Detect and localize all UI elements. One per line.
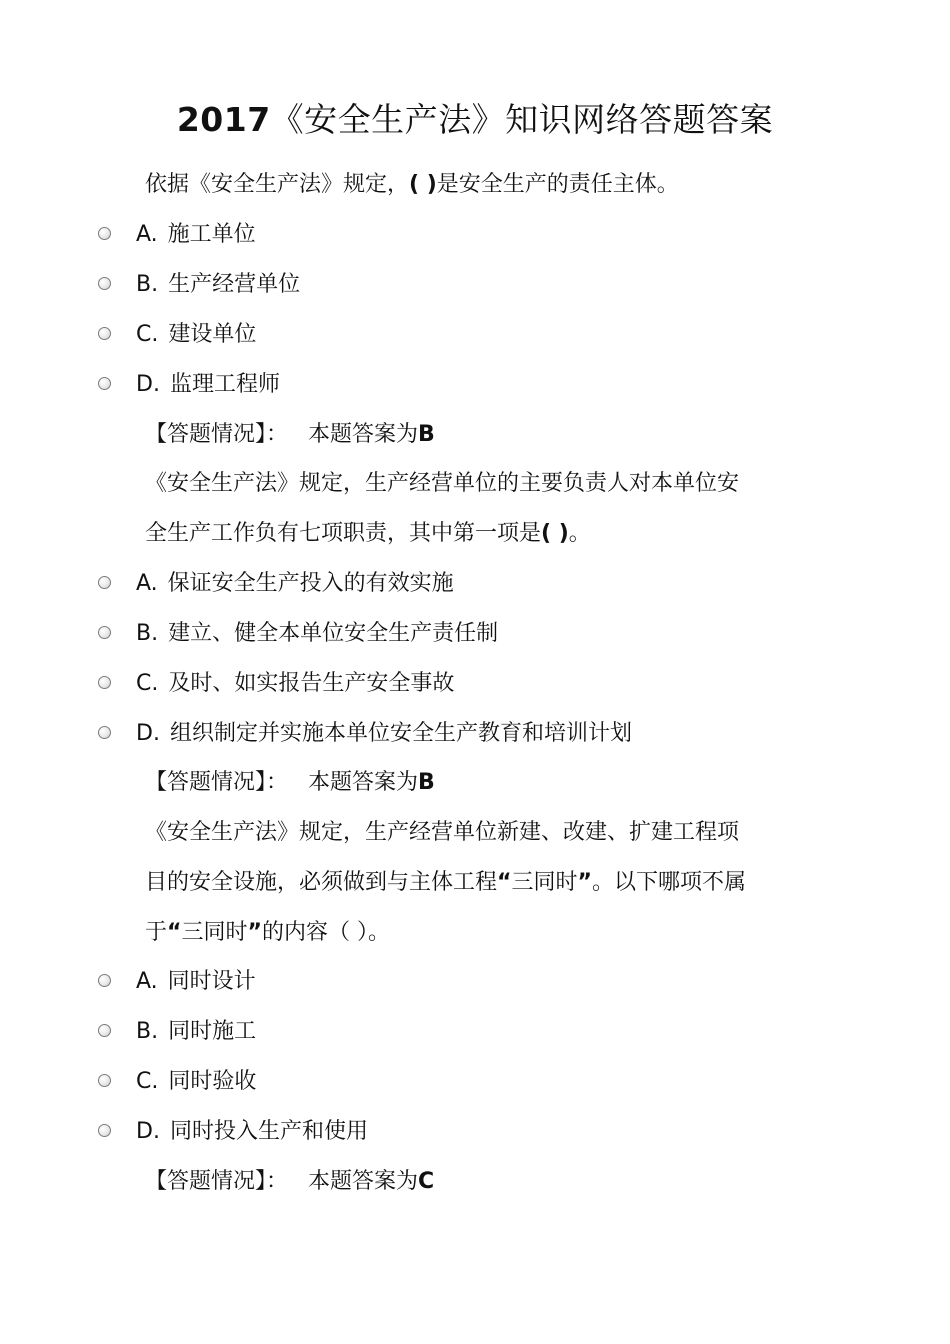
- close-quote: ”: [247, 920, 262, 945]
- answer-text: 本题答案为: [308, 422, 419, 447]
- answer-letter: B: [418, 422, 435, 447]
- answer-label: 【答题情况】：: [145, 770, 289, 795]
- open-quote: “: [167, 920, 182, 945]
- question-3-stem-line-3: 于“三同时”的内容（ ）。: [145, 920, 390, 945]
- question-2-option-a[interactable]: A. 保证安全生产投入的有效实施: [98, 569, 454, 599]
- question-2-stem-line-2: 全生产工作负有七项职责，其中第一项是( )。: [145, 521, 591, 546]
- radio-button-icon[interactable]: [98, 327, 111, 340]
- radio-button-icon[interactable]: [98, 1074, 111, 1087]
- radio-button-icon[interactable]: [98, 277, 111, 290]
- question-3-option-b[interactable]: B. 同时施工: [98, 1017, 256, 1047]
- blank-parentheses: ( ): [541, 521, 569, 546]
- blank-parentheses: ( ): [409, 172, 437, 197]
- question-1-option-b[interactable]: B. 生产经营单位: [98, 270, 300, 300]
- open-quote: “: [497, 870, 512, 895]
- answer-text: 本题答案为: [308, 1169, 419, 1194]
- radio-button-icon[interactable]: [98, 626, 111, 639]
- radio-button-icon[interactable]: [98, 227, 111, 240]
- question-3-option-d[interactable]: D. 同时投入生产和使用: [98, 1117, 368, 1147]
- close-quote: ”: [577, 870, 592, 895]
- question-1-option-d[interactable]: D. 监理工程师: [98, 370, 280, 400]
- question-2-option-b[interactable]: B. 建立、健全本单位安全生产责任制: [98, 619, 498, 649]
- answer-letter: C: [418, 1169, 435, 1194]
- question-3-stem-line-1: 《安全生产法》规定，生产经营单位新建、改建、扩建工程项: [145, 820, 740, 845]
- question-3-stem-line-2: 目的安全设施，必须做到与主体工程“三同时”。以下哪项不属: [145, 870, 746, 895]
- page-title: [0, 96, 950, 144]
- title-year: 2017: [176, 100, 271, 139]
- question-3-answer: [145, 1167, 434, 1197]
- answer-letter: B: [418, 770, 435, 795]
- radio-button-icon[interactable]: [98, 1124, 111, 1137]
- title-text: 《安全生产法》知识网络答题答案: [270, 100, 774, 139]
- radio-button-icon[interactable]: [98, 726, 111, 739]
- radio-button-icon[interactable]: [98, 974, 111, 987]
- question-3-option-c[interactable]: C. 同时验收: [98, 1067, 256, 1097]
- question-1-stem: 依据《安全生产法》规定，( )是安全生产的责任主体。: [145, 172, 679, 197]
- answer-label: 【答题情况】：: [145, 1169, 289, 1194]
- question-2-option-c[interactable]: C. 及时、如实报告生产安全事故: [98, 669, 454, 699]
- question-1-answer: [145, 420, 435, 450]
- question-1-option-a[interactable]: A. 施工单位: [98, 220, 256, 250]
- radio-button-icon[interactable]: [98, 1024, 111, 1037]
- radio-button-icon[interactable]: [98, 576, 111, 589]
- question-3-option-a[interactable]: A. 同时设计: [98, 967, 256, 997]
- radio-button-icon[interactable]: [98, 377, 111, 390]
- radio-button-icon[interactable]: [98, 676, 111, 689]
- answer-text: 本题答案为: [308, 770, 419, 795]
- question-2-stem-line-1: 《安全生产法》规定，生产经营单位的主要负责人对本单位安: [145, 471, 740, 496]
- question-1-option-c[interactable]: C. 建设单位: [98, 320, 256, 350]
- question-2-answer: [145, 768, 435, 798]
- question-2-option-d[interactable]: D. 组织制定并实施本单位安全生产教育和培训计划: [98, 719, 632, 749]
- answer-label: 【答题情况】：: [145, 422, 289, 447]
